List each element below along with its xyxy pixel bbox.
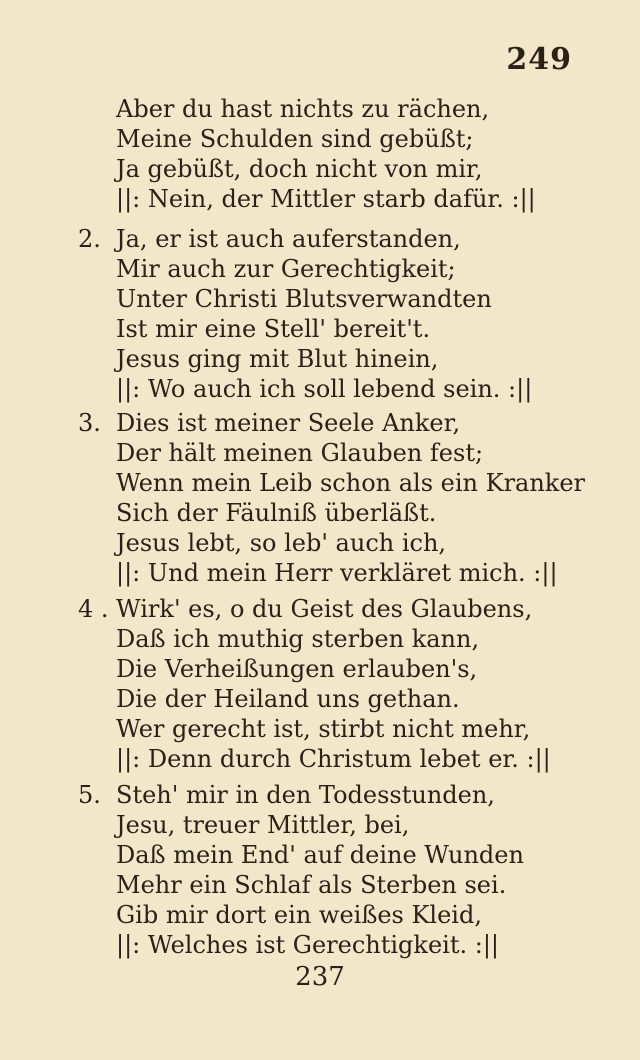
verse-line: Jesus lebt, so leb' auch ich, <box>116 529 447 557</box>
verse-number: 3. <box>78 409 101 437</box>
verse-line: Steh' mir in den Todesstunden, <box>116 781 495 809</box>
verse-line: Unter Christi Blutsverwandten <box>116 285 492 313</box>
page-number: 237 <box>295 962 345 992</box>
verse-line: Ja, er ist auch auferstanden, <box>116 225 461 253</box>
verse-line: Die Verheißungen erlauben's, <box>116 655 478 683</box>
verse-line: Daß ich muthig sterben kann, <box>116 625 480 653</box>
verse-line: Wenn mein Leib schon als ein Kranker <box>116 469 586 497</box>
verse-line: Wer gerecht ist, stirbt nicht mehr, <box>116 715 531 743</box>
verse-line: Aber du hast nichts zu rächen, <box>116 95 490 123</box>
verse-line: Mir auch zur Gerechtigkeit; <box>116 255 456 283</box>
verse-line: Mehr ein Schlaf als Sterben sei. <box>116 871 507 899</box>
verse-number: 4 . <box>78 595 109 623</box>
hymn-number: 249 <box>506 42 572 77</box>
verse-line: Die der Heiland uns gethan. <box>116 685 460 713</box>
verse-line: Ja gebüßt, doch nicht von mir, <box>116 155 483 183</box>
verse-line: Jesu, treuer Mittler, bei, <box>116 811 410 839</box>
verse-line: Dies ist meiner Seele Anker, <box>116 409 461 437</box>
verse-line: ||: Welches ist Gerechtigkeit. :|| <box>116 931 500 959</box>
verse-line: Der hält meinen Glauben fest; <box>116 439 484 467</box>
verse-line: Wirk' es, o du Geist des Glaubens, <box>116 595 533 623</box>
verse-line: Jesus ging mit Blut hinein, <box>116 345 439 373</box>
verse-line: ||: Denn durch Christum lebet er. :|| <box>116 745 551 773</box>
verse-line: ||: Wo auch ich soll lebend sein. :|| <box>116 375 533 403</box>
verse-line: Meine Schulden sind gebüßt; <box>116 125 474 153</box>
verse-line: Sich der Fäulniß überläßt. <box>116 499 437 527</box>
verse-number: 5. <box>78 781 101 809</box>
verse-line: Ist mir eine Stell' bereit't. <box>116 315 431 343</box>
verse-line: Daß mein End' auf deine Wunden <box>116 841 524 869</box>
verse-line: Gib mir dort ein weißes Kleid, <box>116 901 482 929</box>
verse-number: 2. <box>78 225 101 253</box>
verse-line: ||: Und mein Herr verkläret mich. :|| <box>116 559 558 587</box>
verse-line: ||: Nein, der Mittler starb dafür. :|| <box>116 185 536 213</box>
